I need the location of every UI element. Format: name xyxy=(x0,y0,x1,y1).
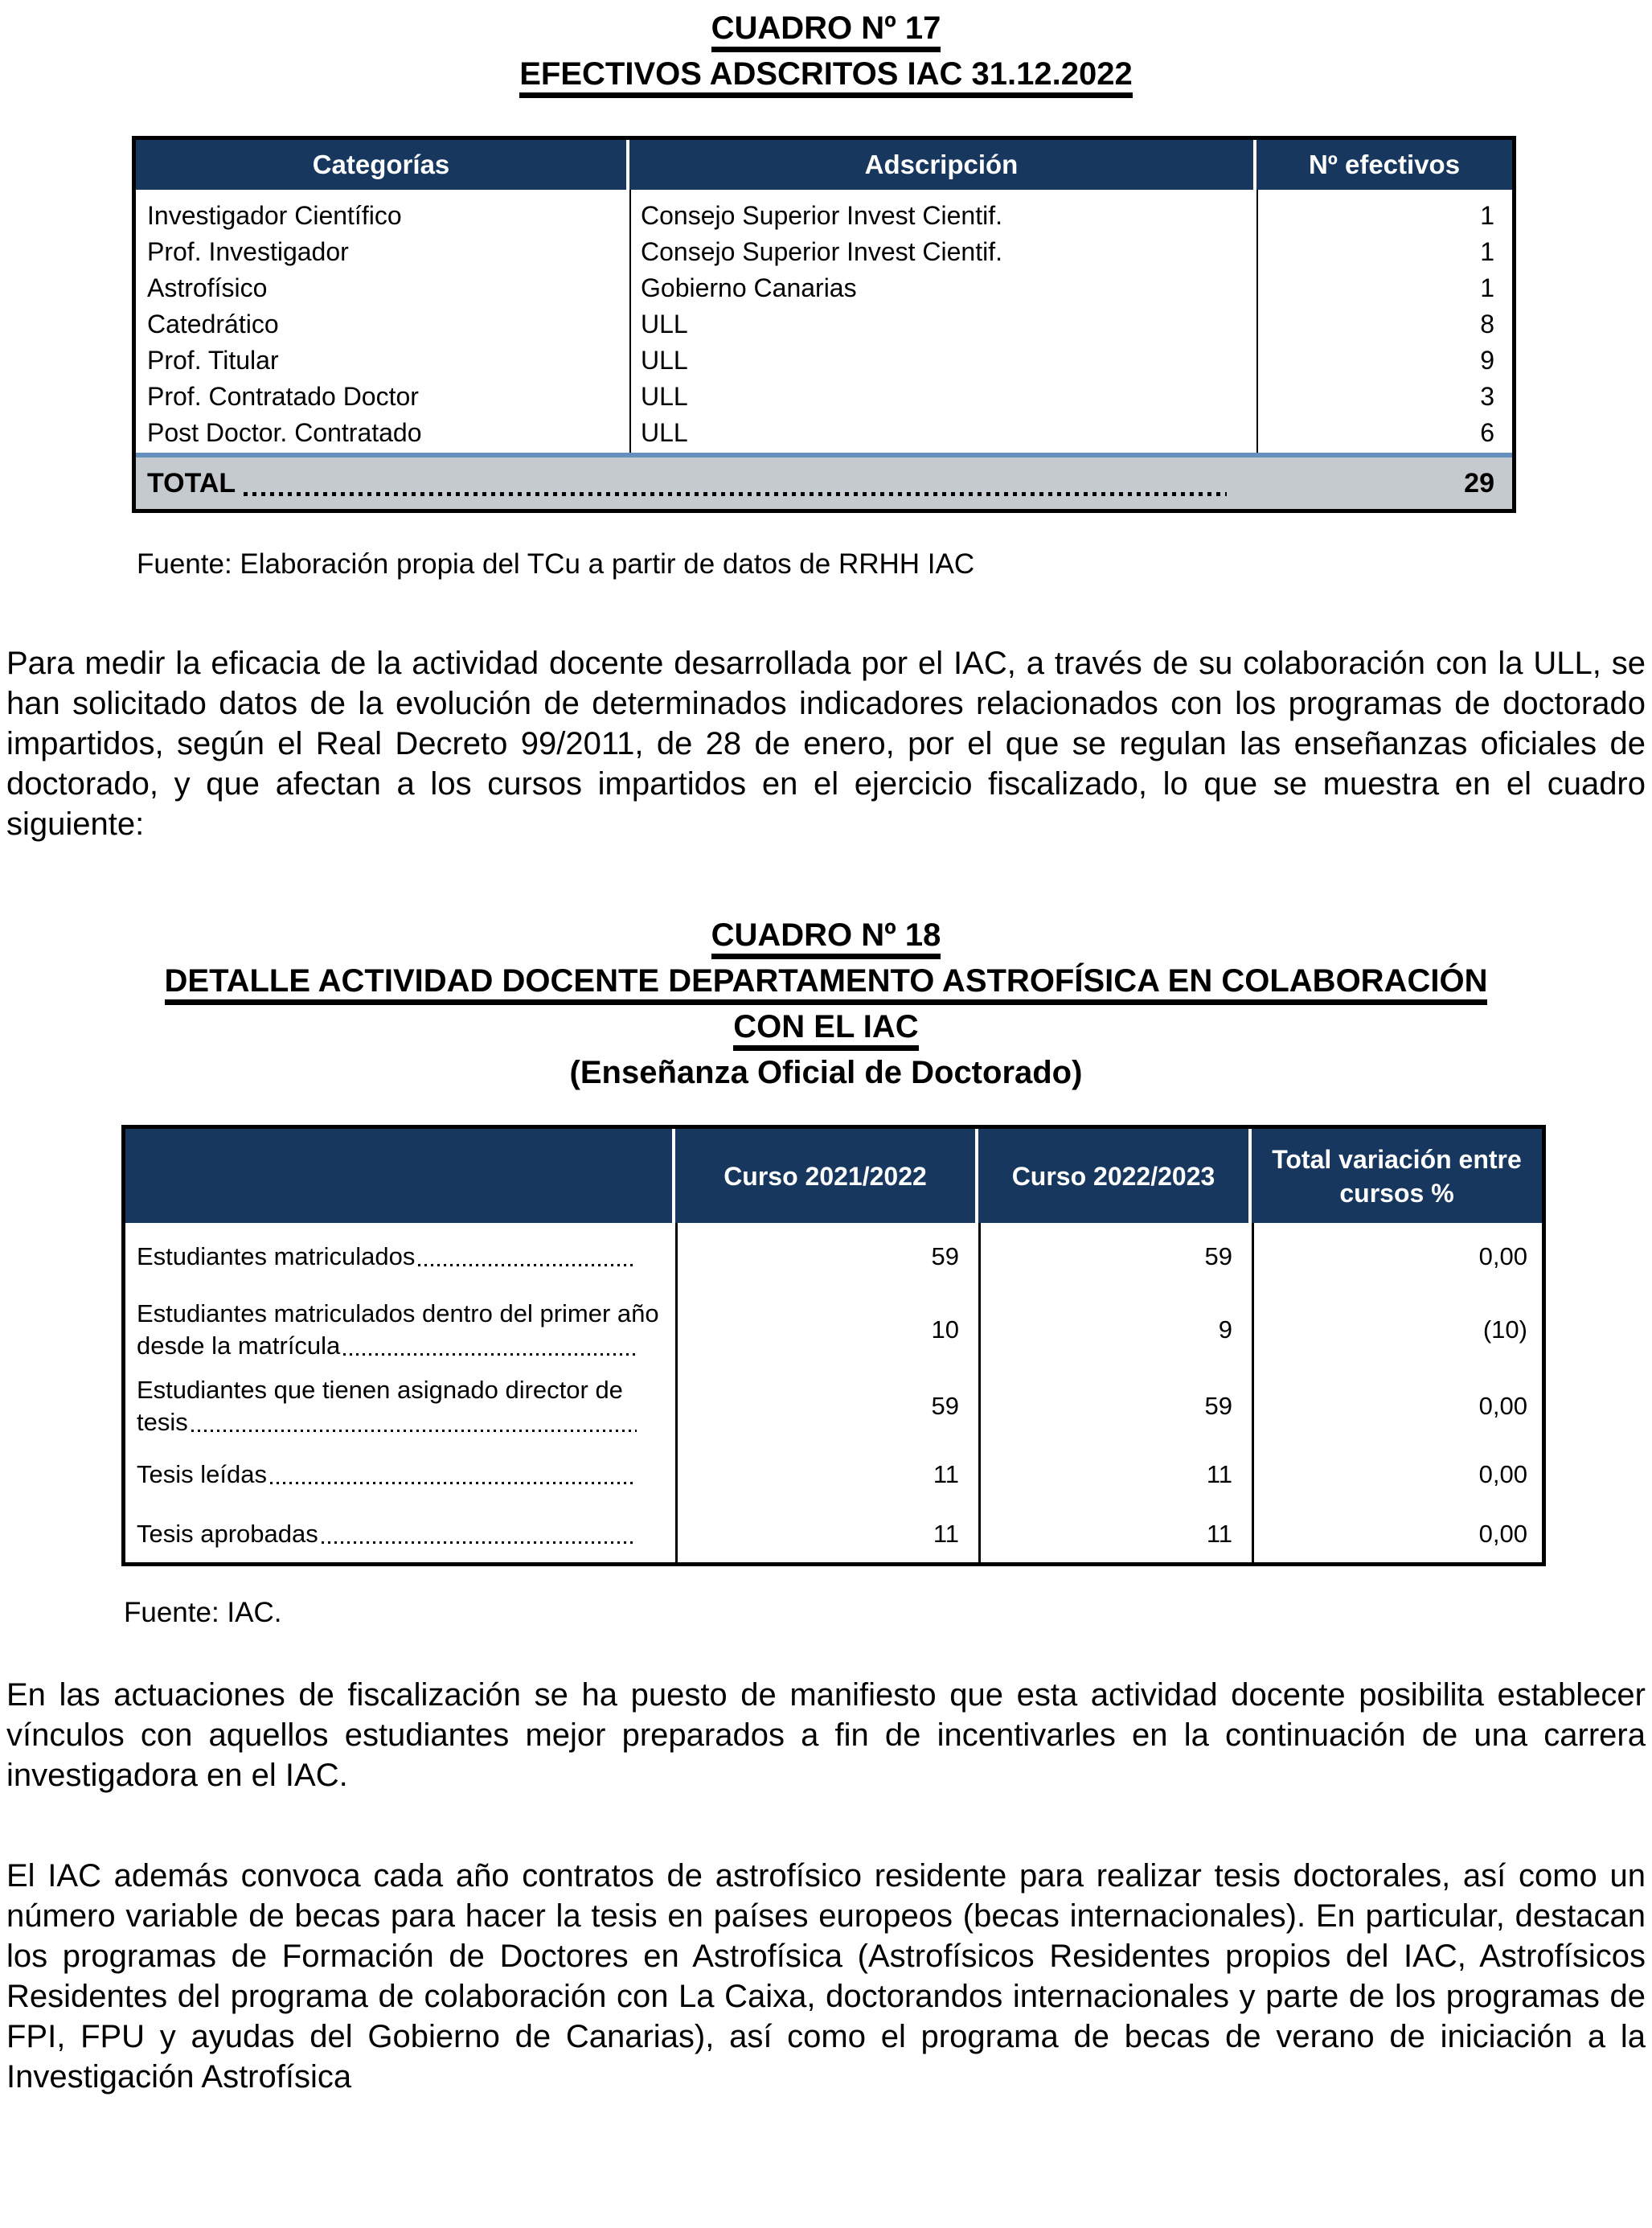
table17-header-categorias: Categorías xyxy=(136,140,629,190)
cell-categoria: Astrofísico xyxy=(147,273,268,302)
cell-adscripcion: ULL xyxy=(641,346,688,375)
cell-indicator xyxy=(125,1298,675,1362)
table-row xyxy=(125,1443,1542,1506)
column-divider xyxy=(1252,1223,1254,1562)
cell-adscripcion: Consejo Superior Invest Cientif. xyxy=(641,201,1002,230)
table18-header-curso-2022-2023: Curso 2022/2023 xyxy=(978,1129,1252,1223)
table18-header-variacion: Total variación entre cursos % xyxy=(1272,1144,1522,1208)
cell-categoria: Catedrático xyxy=(147,310,279,339)
total-label: TOTAL xyxy=(147,467,236,499)
cell-curso-2022-2023: 11 xyxy=(1206,1520,1232,1548)
dot-leader xyxy=(244,492,1227,496)
dot-leader xyxy=(270,1482,637,1484)
table18-body xyxy=(125,1223,1542,1562)
cell-curso-2022-2023: 9 xyxy=(1218,1315,1232,1344)
cell-variacion: 0,00 xyxy=(1478,1460,1527,1488)
table17 xyxy=(132,136,1516,513)
table-row xyxy=(136,270,1512,306)
table18-title xyxy=(5,913,1647,1094)
indicator-label: desde la matrícula xyxy=(137,1331,341,1360)
cell-curso-2021-2022: 11 xyxy=(933,1460,959,1488)
cell-variacion: 0,00 xyxy=(1478,1520,1527,1548)
table17-header-efectivos: Nº efectivos xyxy=(1308,150,1461,179)
table18-subtitle: (Enseñanza Oficial de Doctorado) xyxy=(569,1055,1083,1090)
cell-efectivos: 1 xyxy=(1480,237,1494,266)
table18-title-line1: CUADRO Nº 18 xyxy=(711,917,941,959)
column-divider xyxy=(675,1223,678,1562)
table-row xyxy=(136,415,1512,451)
table18 xyxy=(121,1125,1546,1566)
cell-adscripcion: ULL xyxy=(641,382,688,411)
cell-curso-2022-2023: 59 xyxy=(1204,1392,1232,1420)
cell-variacion: (10) xyxy=(1482,1315,1527,1344)
cell-curso-2021-2022: 59 xyxy=(931,1242,959,1270)
dot-leader xyxy=(418,1264,637,1266)
indicator-label: Estudiantes que tienen asignado director de xyxy=(137,1376,623,1404)
cell-efectivos: 1 xyxy=(1480,273,1494,302)
table-row xyxy=(125,1223,1542,1290)
table18-title-line2: DETALLE ACTIVIDAD DOCENTE DEPARTAMENTO ASTROFÍSICA EN COLABORACIÓN xyxy=(165,963,1488,1005)
cell-categoria: Post Doctor. Contratado xyxy=(147,418,422,447)
paragraph-3: El IAC además convoca cada año contratos de astrofísico residente para realizar tesis doctorales, así como un número variable de becas para hacer la tesis en países europeos (becas internacionales). En particular, destacan los programas de Formación de Doctores en Astrofísica (Astrofísicos Residentes propios del IAC, Astrofísicos Residentes del programa de colaboración con La Caixa, doctorandos internacionales y parte de los programas de FPI, FPU y ayudas del Gobierno de Canarias), así como el programa de becas de verano de iniciación a la Investigación Astrofísica xyxy=(6,1858,1646,2095)
indicator-label: Tesis leídas xyxy=(137,1460,267,1488)
cell-efectivos: 9 xyxy=(1480,346,1494,375)
table18-title-line3: CON EL IAC xyxy=(733,1009,918,1051)
cell-adscripcion: ULL xyxy=(641,418,688,447)
table17-title xyxy=(5,6,1647,98)
table18-header-curso-2021-2022: Curso 2021/2022 xyxy=(675,1129,978,1223)
cell-adscripcion: ULL xyxy=(641,310,688,339)
cell-curso-2021-2022: 11 xyxy=(933,1520,959,1548)
indicator-label: Estudiantes matriculados xyxy=(137,1242,416,1270)
table-row xyxy=(125,1290,1542,1369)
dot-leader xyxy=(322,1541,637,1544)
table18-source-note: Fuente: IAC. xyxy=(124,1597,282,1628)
table-row xyxy=(136,343,1512,379)
cell-variacion: 0,00 xyxy=(1478,1242,1527,1270)
total-value: 29 xyxy=(1464,467,1494,499)
paragraph-1: Para medir la eficacia de la actividad docente desarrollada por el IAC, a través de su colaboración con la ULL, se han solicitado datos de la evolución de determinados indicadores relacionados con los programas de doctorado impartidos, según el Real Decreto 99/2011, de 28 de enero, por el que se regulan las enseñanzas oficiales de doctorado, y que afectan a los cursos impartidos en el ejercicio fiscalizado, lo que se muestra en el cuadro siguiente: xyxy=(6,646,1646,842)
cell-efectivos: 8 xyxy=(1480,310,1494,339)
table-row xyxy=(136,306,1512,343)
cell-curso-2021-2022: 10 xyxy=(931,1315,959,1344)
cell-categoria: Prof. Titular xyxy=(147,346,279,375)
column-divider xyxy=(978,1223,981,1562)
indicator-label: Tesis aprobadas xyxy=(137,1520,318,1548)
cell-efectivos: 3 xyxy=(1480,382,1494,411)
cell-curso-2022-2023: 11 xyxy=(1206,1460,1232,1488)
cell-curso-2021-2022: 59 xyxy=(931,1392,959,1420)
cell-efectivos: 6 xyxy=(1480,418,1494,447)
dot-leader xyxy=(343,1353,637,1356)
table17-title-line1: CUADRO Nº 17 xyxy=(711,10,941,52)
cell-efectivos: 1 xyxy=(1480,201,1494,230)
cell-adscripcion: Gobierno Canarias xyxy=(641,273,857,302)
table-row xyxy=(136,234,1512,270)
indicator-label: tesis xyxy=(137,1408,188,1436)
cell-indicator xyxy=(125,1374,675,1438)
table17-total-row xyxy=(136,453,1512,509)
table18-header-row xyxy=(125,1129,1542,1223)
table17-header-row xyxy=(136,140,1512,190)
table-row xyxy=(136,379,1512,415)
indicator-label: Estudiantes matriculados dentro del primer año xyxy=(137,1299,659,1327)
cell-indicator xyxy=(125,1459,675,1491)
cell-categoria: Prof. Investigador xyxy=(147,237,349,266)
table17-source-note: Fuente: Elaboración propia del TCu a partir de datos de RRHH IAC xyxy=(137,548,975,580)
cell-curso-2022-2023: 59 xyxy=(1204,1242,1232,1270)
cell-indicator xyxy=(125,1241,675,1273)
table18-header-empty xyxy=(125,1129,675,1223)
cell-categoria: Prof. Contratado Doctor xyxy=(147,382,419,411)
cell-categoria: Investigador Científico xyxy=(147,201,402,230)
table17-title-line2: EFECTIVOS ADSCRITOS IAC 31.12.2022 xyxy=(519,56,1132,98)
cell-adscripcion: Consejo Superior Invest Cientif. xyxy=(641,237,1002,266)
paragraph-2: En las actuaciones de fiscalización se ha puesto de manifiesto que esta actividad docente posibilita establecer vínculos con aquellos estudiantes mejor preparados a fin de incentivarles en la continuación de una carrera investigadora en el IAC. xyxy=(6,1677,1646,1793)
cell-indicator xyxy=(125,1518,675,1550)
table17-header-adscripcion: Adscripción xyxy=(629,140,1256,190)
table-row xyxy=(125,1369,1542,1443)
dot-leader xyxy=(191,1430,637,1432)
table-row xyxy=(125,1506,1542,1562)
table17-body xyxy=(136,190,1512,453)
table-row xyxy=(136,198,1512,234)
cell-variacion: 0,00 xyxy=(1478,1392,1527,1420)
